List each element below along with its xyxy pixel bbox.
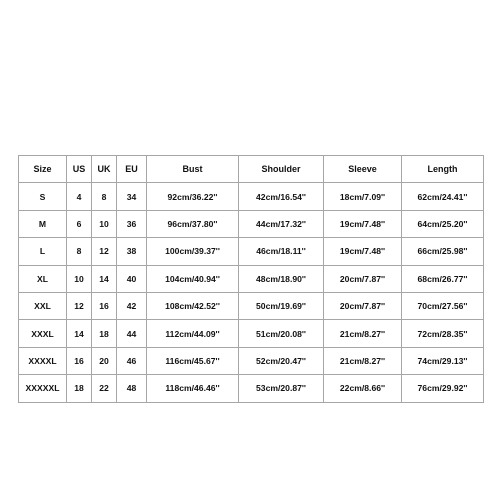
cell-bust: 116cm/45.67''	[147, 347, 239, 374]
cell-us: 4	[67, 183, 92, 210]
cell-us: 8	[67, 238, 92, 265]
header-us: US	[67, 156, 92, 183]
table-row	[19, 375, 484, 402]
cell-us: 14	[67, 320, 92, 347]
cell-shoulder: 44cm/17.32''	[239, 210, 324, 237]
cell-uk: 18	[92, 320, 117, 347]
cell-us: 16	[67, 347, 92, 374]
cell-size: XXL	[19, 292, 67, 319]
cell-us: 10	[67, 265, 92, 292]
cell-bust: 100cm/39.37''	[147, 238, 239, 265]
cell-sleeve: 20cm/7.87''	[324, 265, 402, 292]
cell-bust: 118cm/46.46''	[147, 375, 239, 402]
cell-us: 12	[67, 292, 92, 319]
cell-us: 6	[67, 210, 92, 237]
size-chart-container	[18, 155, 484, 403]
cell-bust: 92cm/36.22''	[147, 183, 239, 210]
cell-length: 70cm/27.56''	[402, 292, 484, 319]
cell-shoulder: 53cm/20.87''	[239, 375, 324, 402]
table-row	[19, 265, 484, 292]
cell-uk: 14	[92, 265, 117, 292]
cell-sleeve: 21cm/8.27''	[324, 347, 402, 374]
cell-length: 64cm/25.20''	[402, 210, 484, 237]
cell-length: 74cm/29.13''	[402, 347, 484, 374]
cell-bust: 104cm/40.94''	[147, 265, 239, 292]
header-row	[19, 156, 484, 183]
cell-size: L	[19, 238, 67, 265]
cell-length: 68cm/26.77''	[402, 265, 484, 292]
cell-eu: 34	[117, 183, 147, 210]
table-row	[19, 238, 484, 265]
header-length: Length	[402, 156, 484, 183]
cell-size: S	[19, 183, 67, 210]
cell-eu: 36	[117, 210, 147, 237]
cell-size: XXXL	[19, 320, 67, 347]
table-row	[19, 292, 484, 319]
cell-length: 66cm/25.98''	[402, 238, 484, 265]
cell-uk: 20	[92, 347, 117, 374]
cell-eu: 44	[117, 320, 147, 347]
cell-sleeve: 20cm/7.87''	[324, 292, 402, 319]
cell-eu: 38	[117, 238, 147, 265]
cell-size: XXXXL	[19, 347, 67, 374]
cell-shoulder: 48cm/18.90''	[239, 265, 324, 292]
cell-uk: 8	[92, 183, 117, 210]
cell-shoulder: 52cm/20.47''	[239, 347, 324, 374]
cell-eu: 48	[117, 375, 147, 402]
header-sleeve: Sleeve	[324, 156, 402, 183]
table-row	[19, 183, 484, 210]
cell-uk: 10	[92, 210, 117, 237]
size-chart-table	[18, 155, 484, 403]
header-size: Size	[19, 156, 67, 183]
header-uk: UK	[92, 156, 117, 183]
cell-shoulder: 46cm/18.11''	[239, 238, 324, 265]
cell-shoulder: 51cm/20.08''	[239, 320, 324, 347]
cell-sleeve: 18cm/7.09''	[324, 183, 402, 210]
table-row	[19, 320, 484, 347]
cell-bust: 96cm/37.80''	[147, 210, 239, 237]
cell-eu: 40	[117, 265, 147, 292]
cell-shoulder: 42cm/16.54''	[239, 183, 324, 210]
cell-sleeve: 22cm/8.66''	[324, 375, 402, 402]
header-eu: EU	[117, 156, 147, 183]
cell-bust: 112cm/44.09''	[147, 320, 239, 347]
cell-uk: 12	[92, 238, 117, 265]
cell-uk: 22	[92, 375, 117, 402]
cell-length: 62cm/24.41''	[402, 183, 484, 210]
cell-size: XL	[19, 265, 67, 292]
cell-length: 76cm/29.92''	[402, 375, 484, 402]
header-bust: Bust	[147, 156, 239, 183]
cell-length: 72cm/28.35''	[402, 320, 484, 347]
cell-uk: 16	[92, 292, 117, 319]
table-row	[19, 347, 484, 374]
cell-eu: 46	[117, 347, 147, 374]
cell-eu: 42	[117, 292, 147, 319]
header-shoulder: Shoulder	[239, 156, 324, 183]
cell-size: XXXXXL	[19, 375, 67, 402]
cell-shoulder: 50cm/19.69''	[239, 292, 324, 319]
table-row	[19, 210, 484, 237]
cell-size: M	[19, 210, 67, 237]
cell-bust: 108cm/42.52''	[147, 292, 239, 319]
cell-us: 18	[67, 375, 92, 402]
cell-sleeve: 19cm/7.48''	[324, 210, 402, 237]
cell-sleeve: 19cm/7.48''	[324, 238, 402, 265]
cell-sleeve: 21cm/8.27''	[324, 320, 402, 347]
